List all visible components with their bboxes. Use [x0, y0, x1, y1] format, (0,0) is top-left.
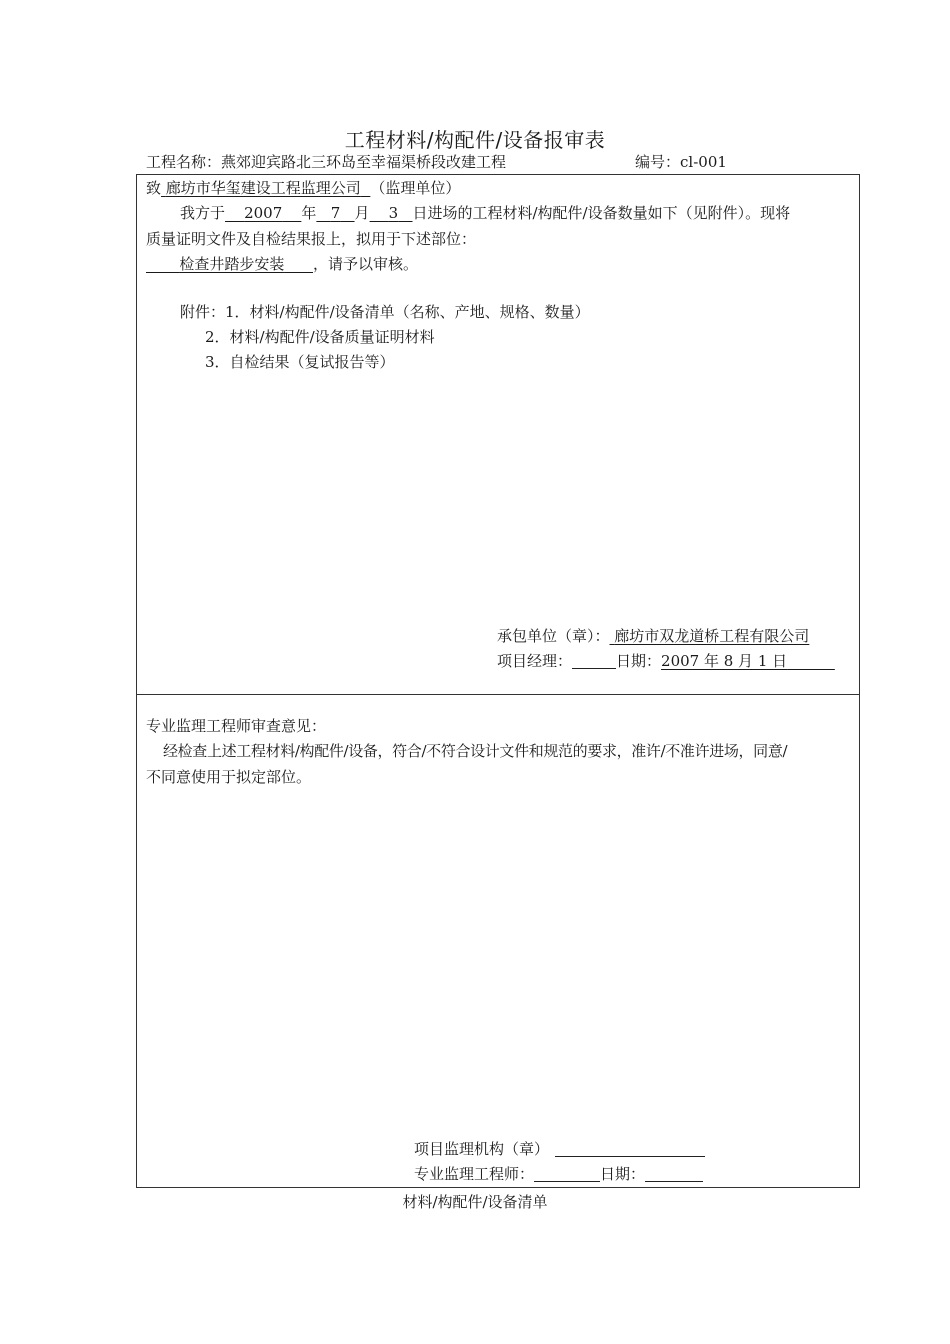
entry-day: 3	[388, 204, 399, 222]
review-opinion-line-2: 不同意使用于拟定部位。	[146, 768, 312, 786]
document-title: 工程材料/构配件/设备报审表	[344, 128, 606, 152]
report-line-2: 质量证明文件及自检结果报上，拟用于下述部位：	[146, 230, 477, 248]
review-opinion-line-1: 经检查上述工程材料/构配件/设备，符合/不符合设计文件和规范的要求，准许/不准许进场，同意/	[163, 742, 788, 760]
section-divider	[136, 694, 860, 695]
manager-label: 项目经理：	[497, 652, 573, 670]
contractor-label: 承包单位（章）：	[497, 627, 610, 645]
supervision-org-line	[414, 1139, 705, 1159]
supervision-date-label: 日期：	[600, 1165, 646, 1183]
document-code-label: 编号：	[635, 153, 681, 171]
review-heading: 专业监理工程师审查意见：	[146, 717, 327, 735]
contractor-name: 廊坊市双龙道桥工程有限公司	[614, 627, 810, 645]
entry-month: 7	[330, 204, 341, 222]
report-line-1	[180, 203, 790, 223]
attachment-item-3: 3．自检结果（复试报告等）	[205, 353, 395, 371]
engineer-signature-blank	[534, 1165, 600, 1182]
addressee-suffix: （监理单位）	[370, 179, 461, 197]
supervision-org-label: 项目监理机构（章）	[414, 1140, 550, 1158]
month-label: 月	[354, 204, 370, 222]
attachments-label: 附件：	[180, 303, 226, 321]
addressee-prefix: 致	[146, 179, 162, 197]
supervision-date-blank	[645, 1165, 703, 1182]
review-request: ，请予以审核。	[313, 255, 419, 273]
document-code-line	[635, 152, 727, 172]
manager-date-line	[497, 651, 835, 671]
contractor-line	[497, 626, 809, 646]
manager-signature-blank	[572, 652, 616, 669]
entry-year: 2007	[244, 204, 283, 222]
engineer-label: 专业监理工程师：	[414, 1165, 535, 1183]
contractor-date-label: 日期：	[616, 652, 662, 670]
report-intro: 我方于	[180, 204, 226, 222]
attachment-item-1: 附件：1．材料/构配件/设备清单（名称、产地、规格、数量）	[180, 303, 590, 321]
addressee-line	[146, 178, 460, 198]
next-page-heading: 材料/构配件/设备清单	[402, 1193, 548, 1211]
addressee-unit: 廊坊市华玺建设工程监理公司	[165, 179, 361, 197]
application-location: 检查井踏步安装	[179, 255, 285, 273]
supervision-org-seal-blank	[555, 1140, 705, 1157]
contractor-date: 2007 年 8 月 1 日	[661, 652, 788, 670]
project-name-line	[146, 152, 506, 172]
attachment-item-2: 2．材料/构配件/设备质量证明材料	[205, 328, 435, 346]
project-name-label: 工程名称：	[146, 153, 222, 171]
supervision-engineer-line	[414, 1164, 703, 1184]
day-label: 日进场的工程材料/构配件/设备数量如下（见附件）。现将	[412, 204, 791, 222]
project-name-value: 燕郊迎宾路北三环岛至幸福渠桥段改建工程	[221, 153, 507, 171]
report-line-3	[146, 254, 418, 274]
document-code-value: cl-001	[680, 153, 727, 171]
year-label: 年	[301, 204, 317, 222]
